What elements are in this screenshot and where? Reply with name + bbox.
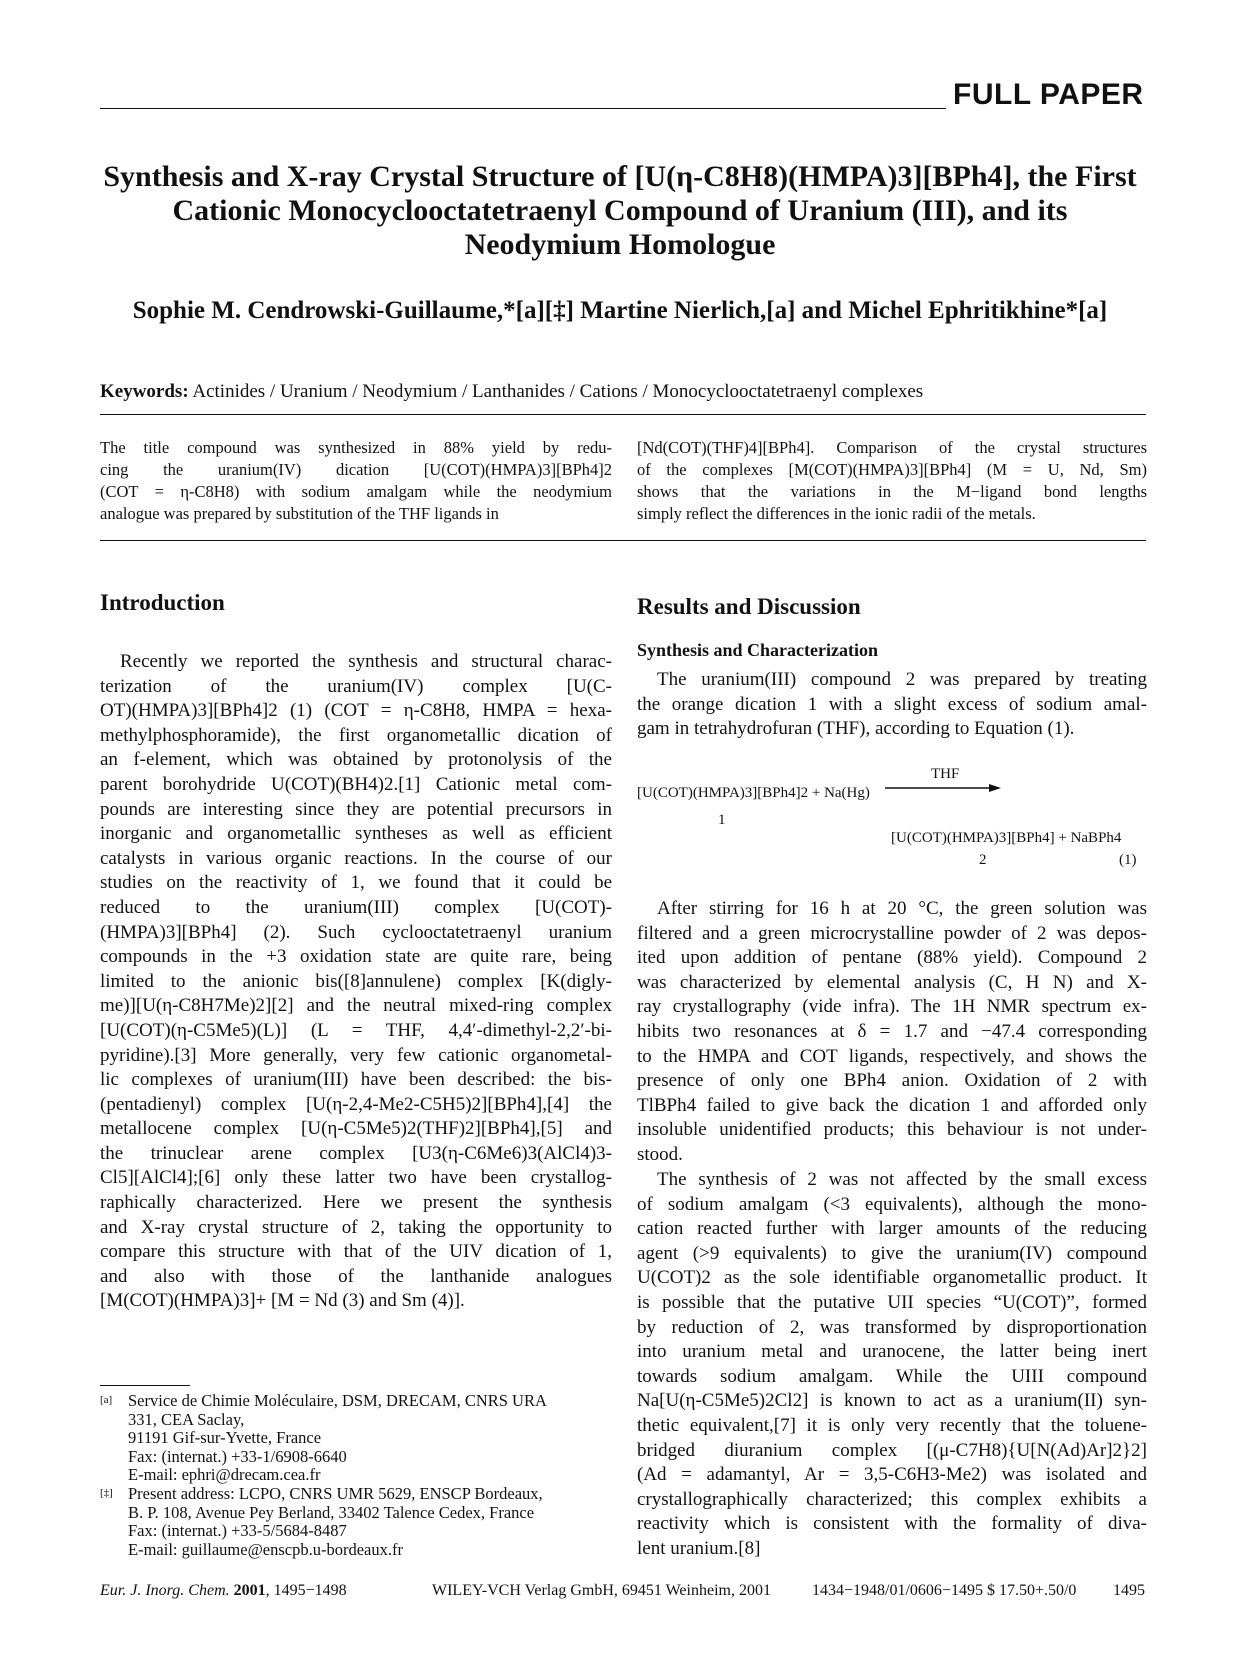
text-line: hibits two resonances at δ = 1.7 and −47.4 corresponding <box>637 1020 1147 1042</box>
section-label: FULL PAPER <box>953 78 1144 111</box>
text-line: U(COT)2 as the sole identifiable organometallic product. It <box>637 1267 1147 1289</box>
heading-synthesis: Synthesis and Characterization <box>637 640 879 660</box>
text-line: inorganic and organometallic syntheses as well as efficient <box>100 823 612 845</box>
text-line: reduced to the uranium(III) complex [U(COT)- <box>100 896 612 918</box>
abstract-left <box>100 437 612 525</box>
text-line: [U(COT)(η-C5Me5)(L)] (L = THF, 4,4′-dimethyl-2,2′-bi- <box>100 1019 612 1041</box>
footer-issn: 1434−1948/01/0606−1495 $ 17.50+.50/0 <box>812 1582 1077 1599</box>
text-line: insoluble unidentified products; this behaviour is not under- <box>637 1119 1147 1141</box>
text-line: (HMPA)3][BPh4] (2). Such cyclooctatetraenyl uranium <box>100 921 612 943</box>
equation-1 <box>637 760 1147 868</box>
text-line: by reduction of 2, was transformed by disproportionation <box>637 1316 1147 1338</box>
text-line: After stirring for 16 h at 20 °C, the green solution was <box>657 898 1147 919</box>
footnote <box>100 1392 620 1485</box>
text-line: lic complexes of uranium(III) have been described: the bis- <box>100 1069 612 1091</box>
equation-reactant-label: 1 <box>718 812 726 828</box>
text-line: and X-ray crystal structure of 2, taking the opportunity to <box>100 1216 612 1238</box>
footnote-line: 331, CEA Saclay, <box>128 1409 245 1429</box>
text-line: lent uranium.[8] <box>637 1537 761 1559</box>
footnote-mark: [a] <box>100 1394 113 1406</box>
text-line: (pentadienyl) complex [U(η-2,4-Me2-C5H5)2][BPh4],[4] the <box>100 1093 612 1115</box>
footnote-line: E-mail: guillaume@enscpb.u-bordeaux.fr <box>128 1539 403 1559</box>
abstract-rule <box>100 540 1146 541</box>
footer-citation <box>100 1582 347 1600</box>
footnote-rule <box>100 1385 190 1386</box>
text-line: terization of the uranium(IV) complex [U(C- <box>100 675 612 697</box>
heading-introduction: Introduction <box>100 590 225 615</box>
text-line: to the HMPA and COT ligands, respectively, and shows the <box>637 1045 1147 1067</box>
introduction-text <box>100 650 612 1314</box>
text-line: raphically characterized. Here we present the synthesis <box>100 1192 612 1214</box>
footer-year: 2001 <box>233 1582 266 1599</box>
footnote-line: 91191 Gif-sur-Yvette, France <box>128 1428 322 1448</box>
text-line: the orange dication 1 with a slight excess of sodium amal- <box>637 693 1147 715</box>
footnote-text <box>128 1485 620 1559</box>
text-line: stood. <box>637 1143 683 1165</box>
text-line: [M(COT)(HMPA)3]+ [M = Nd (3) and Sm (4)]. <box>100 1290 465 1312</box>
abstract-line: analogue was prepared by substitution of the THF ligands in <box>100 504 499 523</box>
text-line: reactivity which is consistent with the formality of diva- <box>637 1513 1147 1535</box>
keywords-rule <box>100 414 1146 415</box>
text-line: Cl5][AlCl4];[6] only these latter two have been crystallog- <box>100 1167 612 1189</box>
reaction-arrow <box>885 782 1001 794</box>
results-paragraph-3 <box>637 1168 1147 1562</box>
text-line: studies on the reactivity of 1, we found that it could be <box>100 872 612 894</box>
text-line: crystallographically characterized; this complex exhibits a <box>637 1488 1147 1510</box>
footnotes <box>100 1392 620 1559</box>
text-line: the trinuclear arene complex [U3(η-C6Me6)3(AlCl4)3- <box>100 1142 612 1164</box>
text-line: into uranium metal and uranocene, the latter being inert <box>637 1341 1147 1363</box>
text-line: parent borohydride U(COT)(BH4)2.[1] Cationic metal com- <box>100 773 612 795</box>
keywords <box>100 380 1150 404</box>
text-line: catalysts in various organic reactions. In the course of our <box>100 847 612 869</box>
text-line: ray crystallography (vide infra). The 1H NMR spectrum ex- <box>637 996 1147 1018</box>
abstract-line: (COT = η-C8H8) with sodium amalgam while the neodymium <box>100 482 612 501</box>
text-line: bridged diuranium complex [(μ-C7H8){U[N(Ad)Ar]2}2] <box>637 1439 1147 1461</box>
footnote-line: E-mail: ephri@drecam.cea.fr <box>128 1465 321 1485</box>
keywords-label: Keywords: <box>100 381 189 402</box>
text-line: (Ad = adamantyl, Ar = 3,5-C6H3-Me2) was isolated and <box>637 1464 1147 1486</box>
text-line: The uranium(III) compound 2 was prepared by treating <box>657 669 1147 690</box>
text-line: me)][U(η-C8H7Me)2][2] and the neutral mixed-ring complex <box>100 995 612 1017</box>
abstract-line: shows that the variations in the M−ligand bond lengths <box>637 482 1147 501</box>
text-line: filtered and a green microcrystalline powder of 2 was depos- <box>637 922 1147 944</box>
footnote-line: Fax: (internat.) +33-1/6908-6640 <box>128 1446 347 1466</box>
text-line: agent (>9 equivalents) to give the uranium(IV) compound <box>637 1242 1147 1264</box>
text-line: methylphosphoramide), the first organometallic dication of <box>100 724 612 746</box>
equation-product: [U(COT)(HMPA)3][BPh4] + NaBPh4 <box>891 830 1122 846</box>
text-line: cation reacted further with larger amounts of the reducing <box>637 1218 1147 1240</box>
equation-solvent: THF <box>931 766 960 782</box>
text-line: compounds in the +3 oxidation state are quite rare, being <box>100 946 612 968</box>
footer-journal: Eur. J. Inorg. Chem. <box>100 1582 230 1599</box>
footer-page-number: 1495 <box>1113 1582 1145 1599</box>
footnote-line: Service de Chimie Moléculaire, DSM, DRECAM, CNRS URA <box>128 1391 547 1410</box>
abstract-line: [Nd(COT)(THF)4][BPh4]. Comparison of the crystal structures <box>637 438 1147 457</box>
results-paragraph-2 <box>637 897 1147 1168</box>
results-paragraph-1 <box>637 668 1147 742</box>
text-line: metallocene complex [U(η-C5Me5)2(THF)2][BPh4],[5] and <box>100 1118 612 1140</box>
text-line: thetic equivalent,[7] it is only very recently that the toluene- <box>637 1414 1147 1436</box>
abstract-right <box>637 437 1147 525</box>
footer-publisher: WILEY-VCH Verlag GmbH, 69451 Weinheim, 2001 <box>432 1582 771 1599</box>
text-line: OT)(HMPA)3][BPh4]2 (1) (COT = η-C8H8, HMPA = hexa- <box>100 700 612 722</box>
equation-reactant: [U(COT)(HMPA)3][BPh4]2 + Na(Hg) <box>637 785 870 801</box>
paper-title: Synthesis and X-ray Crystal Structure of [U(η-C8H8)(HMPA)3][BPh4], the First Cationic Monocyclooctatetraenyl Compound of Uranium (III), and its Neodymium Homologue <box>103 160 1137 261</box>
text-line: gam in tetrahydrofuran (THF), according to Equation (1). <box>637 718 1075 740</box>
text-line: was characterized by elemental analysis (C, H N) and X- <box>637 971 1147 993</box>
abstract-line: cing the uranium(IV) dication [U(COT)(HMPA)3][BPh4]2 <box>100 460 612 479</box>
text-line: Na[U(η-C5Me5)2Cl2] is known to act as a uranium(II) syn- <box>637 1390 1147 1412</box>
text-line: The synthesis of 2 was not affected by the small excess <box>657 1169 1147 1190</box>
text-line: presence of only one BPh4 anion. Oxidation of 2 with <box>637 1070 1147 1092</box>
text-line: and also with those of the lanthanide analogues <box>100 1265 612 1287</box>
abstract-line: The title compound was synthesized in 88% yield by redu- <box>100 438 612 457</box>
text-line: TlBPh4 failed to give back the dication 1 and afforded only <box>637 1094 1147 1116</box>
footnote-line: Fax: (internat.) +33-5/5684-8487 <box>128 1521 347 1541</box>
abstract-line: of the complexes [M(COT)(HMPA)3][BPh4] (M = U, Nd, Sm) <box>637 460 1147 479</box>
abstract-line: simply reflect the differences in the ionic radii of the metals. <box>637 504 1036 523</box>
text-line: pyridine).[3] More generally, very few cationic organometal- <box>100 1044 612 1066</box>
text-line: towards sodium amalgam. While the UIII compound <box>637 1365 1147 1387</box>
text-line: pounds are interesting since they are potential precursors in <box>100 798 612 820</box>
author-list: Sophie M. Cendrowski-Guillaume,*[a][‡] Martine Nierlich,[a] and Michel Ephritikhine*[a] <box>132 297 1108 324</box>
footer-pages: , 1495−1498 <box>265 1582 347 1599</box>
footnote-mark: [‡] <box>100 1486 113 1499</box>
footnote-line: Present address: LCPO, CNRS UMR 5629, ENSCP Bordeaux, <box>128 1483 543 1503</box>
text-line: an f-element, which was obtained by protonolysis of the <box>100 749 612 771</box>
text-line: compare this structure with that of the UIV dication of 1, <box>100 1241 612 1263</box>
text-line: of sodium amalgam (<3 equivalents), although the mono- <box>637 1193 1147 1215</box>
footnote-line: B. P. 108, Avenue Pey Berland, 33402 Talence Cedex, France <box>128 1502 535 1522</box>
text-line: is possible that the putative UII species “U(COT)”, formed <box>637 1291 1147 1313</box>
footnote-text <box>128 1392 620 1485</box>
heading-results: Results and Discussion <box>637 594 861 619</box>
header-rule <box>100 108 946 109</box>
keywords-text: Actinides / Uranium / Neodymium / Lanthanides / Cations / Monocyclooctatetraenyl complexes <box>192 381 924 402</box>
equation-number: (1) <box>1119 852 1137 868</box>
text-line: Recently we reported the synthesis and structural charac- <box>120 651 612 672</box>
footnote <box>100 1485 620 1559</box>
text-line: ited upon addition of pentane (88% yield). Compound 2 <box>637 947 1147 969</box>
text-line: limited to the anionic bis([8]annulene) complex [K(digly- <box>100 970 612 992</box>
equation-product-label: 2 <box>979 852 987 868</box>
